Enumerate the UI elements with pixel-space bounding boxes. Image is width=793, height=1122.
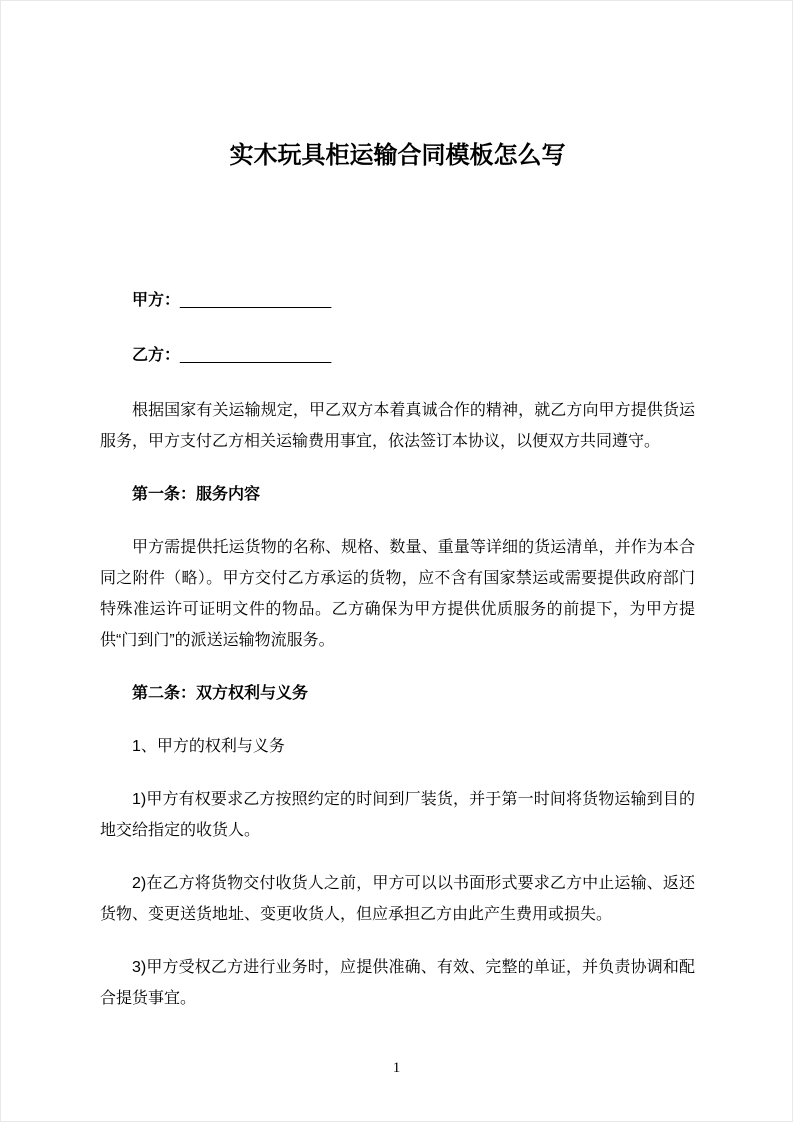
party-a-blank-line: _________________: [180, 292, 332, 309]
party-b-row: [100, 340, 695, 371]
party-b-blank-line: _________________: [180, 347, 332, 364]
section-2-item-1: 1)甲方有权要求乙方按照约定的时间到厂装货，并于第一时间将货物运输到目的地交给指定的收货人。: [100, 791, 695, 839]
section-2-item-3: 3)甲方受权乙方进行业务时，应提供准确、有效、完整的单证，并负责协调和配合提货事宜。: [100, 959, 695, 1007]
section-2-sub-1-heading: 1、甲方的权利与义务: [132, 738, 285, 755]
document-title: 实木玩具柜运输合同模板怎么写: [229, 142, 566, 169]
section-1-heading: 第一条：服务内容: [132, 486, 261, 503]
party-a-label: 甲方：: [132, 292, 181, 309]
section-1-body: 甲方需提供托运货物的名称、规格、数量、重量等详细的货运清单，并作为本合同之附件（略）。甲方交付乙方承运的货物，应不含有国家禁运或需要提供政府部门特殊准运许可证明文件的物品。乙方确保为甲方提供优质服务的前提下，为甲方提供“门到门”的派送运输物流服务。: [100, 539, 695, 649]
party-b-label: 乙方：: [132, 347, 181, 364]
party-a-row: [100, 285, 695, 316]
section-2-heading: 第二条：双方权利与义务: [132, 685, 309, 702]
page-number: 1: [392, 1060, 401, 1076]
section-2-item-2: 2)在乙方将货物交付收货人之前，甲方可以以书面形式要求乙方中止运输、返还货物、变更送货地址、变更收货人，但应承担乙方由此产生费用或损失。: [100, 875, 695, 923]
intro-paragraph: 根据国家有关运输规定，甲乙双方本着真诚合作的精神，就乙方向甲方提供货运服务，甲方支付乙方相关运输费用事宜，依法签订本协议，以便双方共同遵守。: [100, 402, 695, 450]
